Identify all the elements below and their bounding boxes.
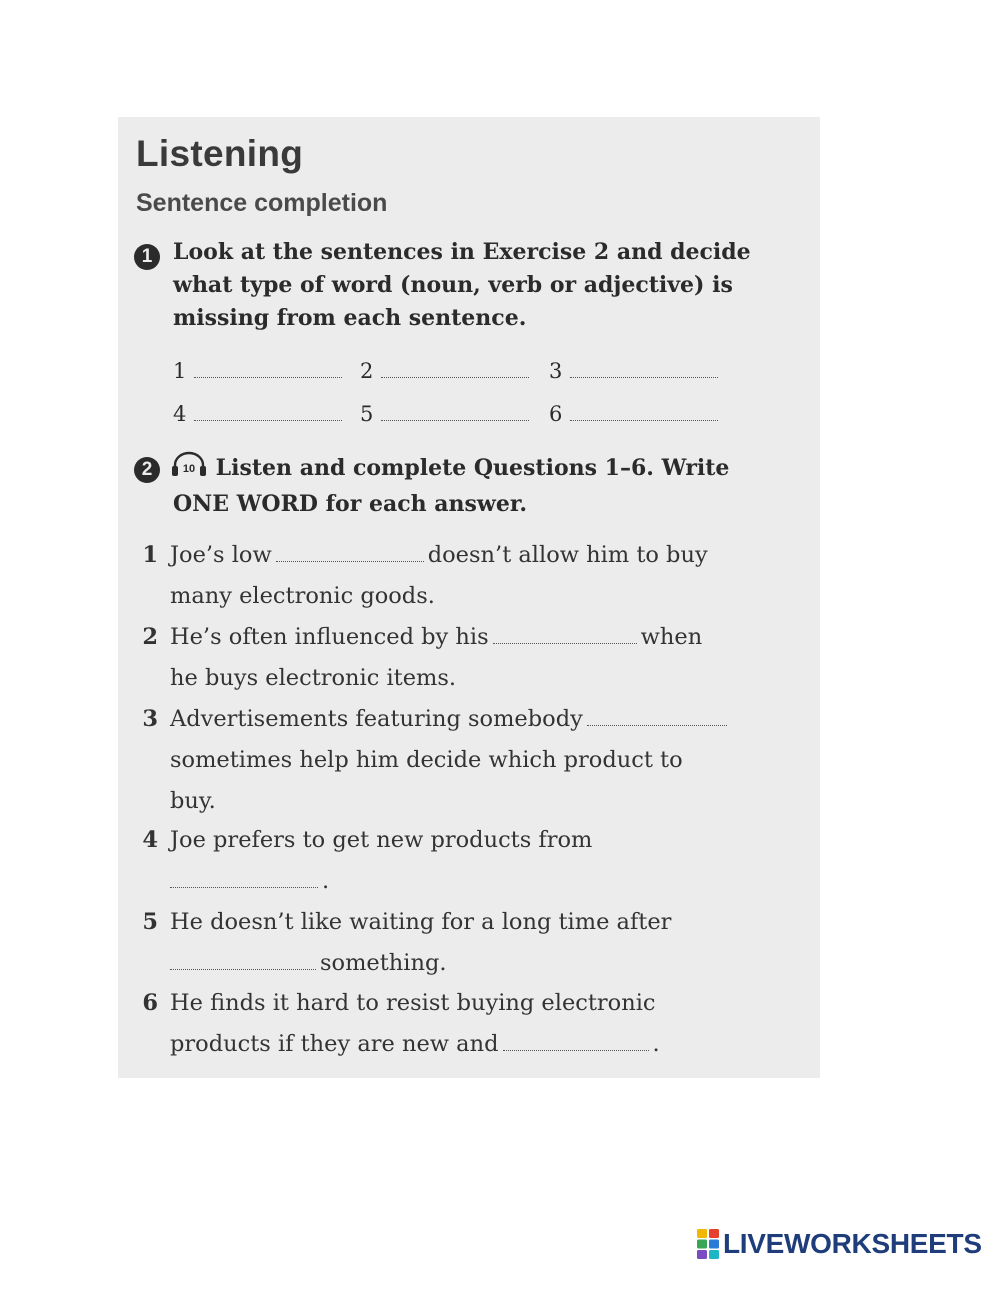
track-number: 10 bbox=[182, 463, 196, 475]
question-text: when bbox=[640, 624, 703, 650]
question-text: something. bbox=[320, 950, 447, 976]
liveworksheets-logo[interactable] bbox=[697, 1226, 982, 1262]
question-2 bbox=[142, 617, 770, 699]
word-type-answer-1 bbox=[173, 359, 342, 383]
question-text: buy. bbox=[170, 788, 216, 814]
exercise-2-instruction bbox=[170, 450, 729, 521]
answer-blank[interactable] bbox=[570, 406, 718, 421]
answer-label: 3 bbox=[549, 359, 563, 383]
answer-blank[interactable] bbox=[493, 629, 637, 644]
question-number: 3 bbox=[142, 706, 158, 732]
answer-label: 5 bbox=[360, 402, 374, 426]
question-text: Joe’s low bbox=[170, 542, 272, 568]
question-text: He’s often influenced by his bbox=[170, 624, 489, 650]
question-number: 2 bbox=[142, 624, 158, 650]
question-text: sometimes help him decide which product to bbox=[170, 747, 683, 773]
question-text: he buys electronic items. bbox=[170, 665, 457, 691]
answer-label: 2 bbox=[360, 359, 374, 383]
question-text: He doesn’t like waiting for a long time after bbox=[170, 909, 672, 935]
question-number: 4 bbox=[142, 827, 158, 853]
liveworksheets-logo-icon bbox=[697, 1229, 719, 1259]
question-number: 1 bbox=[142, 542, 158, 568]
answer-blank[interactable] bbox=[381, 363, 529, 378]
question-text: many electronic goods. bbox=[170, 583, 435, 609]
word-type-answer-6 bbox=[549, 402, 718, 426]
question-text: products if they are new and bbox=[170, 1031, 499, 1057]
answer-blank[interactable] bbox=[381, 406, 529, 421]
page-title: Listening bbox=[136, 133, 304, 174]
answer-label: 6 bbox=[549, 402, 563, 426]
question-number: 5 bbox=[142, 909, 158, 935]
question-text: . bbox=[652, 1031, 660, 1057]
answer-blank[interactable] bbox=[170, 955, 316, 970]
word-type-answer-3 bbox=[549, 359, 718, 383]
answer-blank[interactable] bbox=[276, 547, 424, 562]
instruction-line: what type of word (noun, verb or adjective) is bbox=[173, 272, 733, 298]
answer-label: 1 bbox=[173, 359, 187, 383]
worksheet-scan bbox=[118, 117, 820, 1078]
question-text: Joe prefers to get new products from bbox=[170, 827, 593, 853]
exercise-2-number-badge: 2 bbox=[134, 457, 160, 483]
question-1 bbox=[142, 535, 770, 617]
logo-text: LIVEWORKSHEETS bbox=[723, 1228, 982, 1259]
question-text: Advertisements featuring somebody bbox=[170, 706, 583, 732]
question-5 bbox=[142, 902, 770, 984]
headphones-icon bbox=[170, 450, 208, 478]
exercise-1-instruction bbox=[173, 236, 751, 335]
answer-blank[interactable] bbox=[194, 363, 342, 378]
word-type-answer-5 bbox=[360, 402, 529, 426]
question-3 bbox=[142, 699, 770, 822]
answer-blank[interactable] bbox=[587, 711, 727, 726]
answer-blank[interactable] bbox=[570, 363, 718, 378]
instruction-line: missing from each sentence. bbox=[173, 305, 527, 331]
answer-blank[interactable] bbox=[170, 873, 318, 888]
page-subtitle: Sentence completion bbox=[136, 189, 388, 217]
question-number: 6 bbox=[142, 990, 158, 1016]
question-text: doesn’t allow him to buy bbox=[427, 542, 708, 568]
question-text: . bbox=[322, 868, 330, 894]
question-6 bbox=[142, 983, 770, 1065]
answer-blank[interactable] bbox=[194, 406, 342, 421]
instruction-line: Listen and complete Questions 1–6. Write bbox=[215, 455, 730, 481]
word-type-answer-4 bbox=[173, 402, 342, 426]
answer-blank[interactable] bbox=[503, 1036, 649, 1051]
instruction-line: ONE WORD for each answer. bbox=[173, 491, 528, 517]
question-4 bbox=[142, 820, 770, 902]
instruction-line: Look at the sentences in Exercise 2 and decide bbox=[173, 239, 751, 265]
answer-label: 4 bbox=[173, 402, 187, 426]
question-text: He finds it hard to resist buying electronic bbox=[170, 990, 656, 1016]
exercise-1-number-badge: 1 bbox=[134, 244, 160, 270]
word-type-answer-2 bbox=[360, 359, 529, 383]
audio-track-icon[interactable] bbox=[170, 450, 208, 488]
